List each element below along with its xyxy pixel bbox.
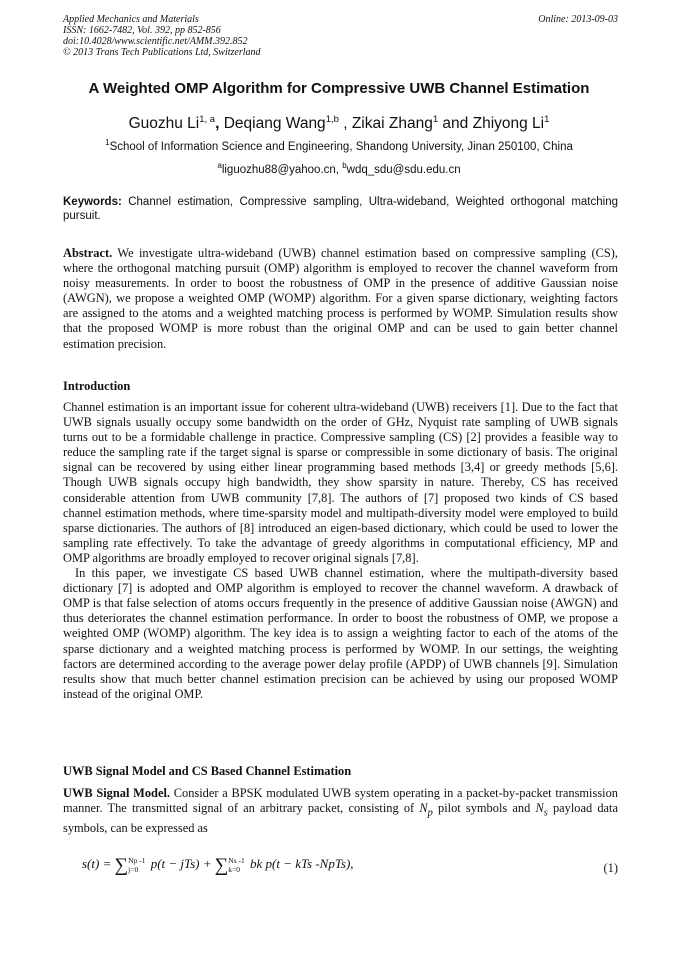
author-affil-mark: 1, a [199,114,216,125]
author-list: Guozhu Li$^{1, a}$, Deqiang Wang$^{1,b}$ , Zikai Zhang$^1$ and Zhiyong Li$^1$ [128,114,550,133]
online-date: Online: 2013-09-03 [538,14,618,25]
author-name: Deqiang Wang [223,115,326,133]
doi: doi:10.4028/www.scientific.net/AMM.392.852 [63,36,248,47]
abstract [63,246,618,352]
author-affil-mark: 1,b [325,114,339,125]
keywords [63,195,618,223]
keywords-text: Channel estimation, Compressive sampling, Ultra-wideband, Weighted orthogonal matching pursuit. [63,196,618,222]
paragraph: Channel estimation is an important issue for coherent ultra-wideband (UWB) receivers [1]. Due to the fact that UWB signals usually occupy some bandwidth on the order of GHz, Nyquist rate sampling of UWB signals turns out to be a formidable challenge in practice. Compressive sampling (CS) [2] provides a feasible way to reduce the sampling rate if the target signal is sparse or compressible in some dictionary of basis. The original signal can be recovered by using either linear programming based methods [3,4] or greedy methods [5,6]. Though UWB signals occupy high bandwidth, they show sparsity in nature. Thereby, CS has received considerable attention from UWB community [7,8]. The authors of [7] proposed two kinds of CS based channel estimation methods, where time-sparsity model and multipath-diversity model were employed to build sparse dictionaries. The authors of [8] introduced an eigen-based dictionary, which could be used to lower the sampling rate effectively. To take the advantage of greedy algorithms in computational efficiency, MP and OMP algorithms are broadly employed to recover original signals [7,8]. [63,400,618,565]
paper-title: A Weighted OMP Algorithm for Compressive UWB Channel Estimation [88,80,590,97]
author-affil-mark: 1 [544,114,550,125]
keywords-label: Keywords: [63,196,122,208]
abstract-text: We investigate ultra-wideband (UWB) channel estimation based on compressive sampling (CS), where the orthogonal matching pursuit (OMP) algorithm is employed to recover the channel waveform from noisy measurements. In order to boost the robustness of OMP in the presence of additive Gaussian noise (AWGN), we propose a weighted OMP (WOMP) algorithm. For a given sparse dictionary, weighting factors are assigned to the atoms and a weighted matching process is performed by WOMP. Simulation results show that the proposed WOMP is more robust than the original OMP and can be used to gain better channel estimation precision. [63,246,618,351]
equation-number: (1) [603,861,618,875]
author-name: Zhiyong Li [472,115,545,133]
section-heading: UWB Signal Model and CS Based Channel Estimation [63,764,352,778]
paragraph: In this paper, we investigate CS based UWB channel estimation, where the multipath-diversity based dictionary [7] is adopted and OMP algorithm is employed to recover the channel waveform. A drawback of OMP is that false selection of atoms occurs frequently in the presence of additive Gaussian noise (AWGN) and thus deteriorates the channel estimation performance. In order to boost the robustness of OMP, we propose a weighted OMP (WOMP) algorithm. The key idea is to assign a weighting factor to each of the atoms of the sparse dictionary and a weighted matching process is performed by WOMP. In our settings, the weighting factors are determined according to the average power delay profile (APDP) of UWB channels [9]. Simulation results show that much better channel estimation precision can be achieved by using our proposed WOMP instead of the original OMP. [63,566,618,701]
email-list: $^a$liguozhu88@yahoo.cn, $^b$wdq_sdu@sdu.edu.cn [217,161,461,176]
equation-1 [82,845,618,889]
signal-model-label: UWB Signal Model. [63,786,170,800]
abstract-label: Abstract. [63,246,113,260]
affiliation: $^1$School of Information Science and Engineering, Shandong University, Jinan 250100, China [105,138,573,153]
summation-icon: ∑ [114,855,129,876]
summation-icon: ∑ [214,855,229,876]
introduction-body [63,400,618,702]
author-affil-mark: 1 [432,114,439,125]
equation-body: s(t) = ∑ Np -1 j=0 p(t − jTs) + ∑ Ns -1 k=0 bk p(t − kTs -NpTs), [82,855,354,876]
journal-header [63,14,618,58]
introduction-heading: Introduction [63,379,131,393]
author-name: Guozhu Li [128,115,200,133]
signal-model-body: UWB Signal Model. Consider a BPSK modulated UWB system operating in a packet-by-packet transmission manner. The transmitted signal of an arbitrary packet, consisting of $N_p$ pilot symbols and $N_s$ payload data symbols, can be expressed as [63,786,618,835]
author-name: Zikai Zhang [351,115,433,133]
issn: ISSN: 1662-7482, Vol. 392, pp 852-856 [63,25,221,36]
email-address[interactable]: liguozhu88@yahoo.cn [221,163,336,176]
journal-name: Applied Mechanics and Materials [63,14,199,25]
email-address[interactable]: wdq_sdu@sdu.edu.cn [346,163,461,176]
copyright: © 2013 Trans Tech Publications Ltd, Switzerland [63,47,261,58]
